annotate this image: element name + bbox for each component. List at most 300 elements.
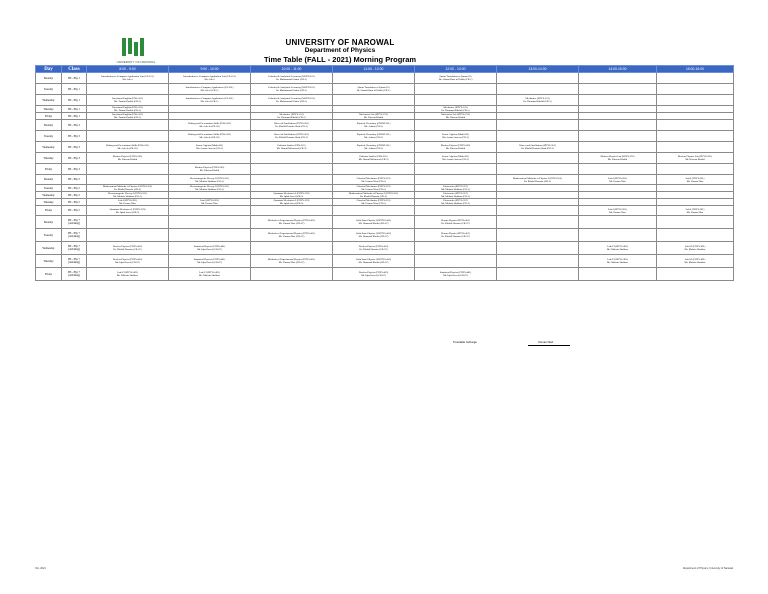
table-row xyxy=(36,229,734,242)
instructor-name: Mr. Iqbal Javed (CR-07) xyxy=(197,248,222,251)
course-cell xyxy=(87,206,169,216)
course-cell xyxy=(657,242,734,255)
course-name: Nuclear Physics (PHYS-453) xyxy=(112,245,143,248)
instructor-name: Dr. Khalid Hussain (CR-5) xyxy=(114,188,141,191)
day-cell: Tuesday xyxy=(36,229,62,242)
course-name: Lab-I (PHYS-391) xyxy=(685,207,705,211)
day-cell: Thursday xyxy=(36,199,62,206)
instructor-name: Mr. Hammad Khalid (CR-07) xyxy=(358,235,389,238)
course-name: Electromagnetic Theory-I (PHYS-351) xyxy=(189,176,230,180)
class-cell: BS - Phy 3 xyxy=(62,153,87,164)
instructor-name: Mr. Mohsin Shahbaz (CR-5) xyxy=(195,179,224,183)
course-name: Waves & Oscillations (PHYS-201) xyxy=(273,133,309,136)
course-cell xyxy=(579,216,657,229)
course-cell xyxy=(251,113,333,120)
course-cell xyxy=(579,192,657,199)
table-row xyxy=(36,84,734,95)
course-name: Writing and Presentation Skills (ENG-201) xyxy=(105,144,150,147)
instructor-name: Dr. Khalid Hussain Shah (CR-3) xyxy=(521,147,554,150)
table-row xyxy=(36,206,734,216)
course-cell xyxy=(657,142,734,153)
table-row xyxy=(36,73,734,84)
course-cell xyxy=(579,131,657,142)
timetable xyxy=(35,65,734,281)
course-cell xyxy=(657,153,734,164)
signature-line xyxy=(528,345,570,346)
instructor-name: Mr. Usman Niaz (CR-5) xyxy=(361,202,386,205)
course-cell xyxy=(251,153,333,164)
course-cell xyxy=(497,216,579,229)
class-cell: BS - Phy 3 xyxy=(62,131,87,142)
instructor-name: Ms. Amina Ameen (CR-3) xyxy=(442,136,469,139)
day-cell: Monday xyxy=(36,216,62,229)
day-cell: Wednesday xyxy=(36,242,62,255)
course-cell xyxy=(657,131,734,142)
day-cell: Monday xyxy=(36,175,62,185)
course-name: Functional English (ENG-101) xyxy=(112,113,143,116)
course-cell xyxy=(169,95,251,106)
course-cell xyxy=(169,106,251,113)
course-cell xyxy=(87,106,169,113)
instructor-name: Mr. Rizwan Khalid xyxy=(363,116,384,119)
course-cell xyxy=(333,206,415,216)
course-cell xyxy=(87,242,169,255)
course-name: Nuclear Physics (PHYS-453) xyxy=(358,245,389,248)
instructor-name: Mr. Usman Niaz xyxy=(201,202,218,205)
course-cell xyxy=(169,73,251,84)
slot-header: 13:00-14:00 xyxy=(497,66,579,73)
course-cell xyxy=(251,229,333,242)
course-name: Modern Physics Lab (PHYS-291) xyxy=(600,155,635,158)
instructor-name: Dr. Ahmad Raza ul Habib (CR-1) xyxy=(356,89,391,92)
class-cell: BS - Phy 5 xyxy=(62,185,87,192)
instructor-name: Dr. Khalid Hussain (CR-07) xyxy=(441,222,470,225)
course-name: Lab-VI (PHYS-491) xyxy=(117,271,138,274)
slot-header: 14:00-15:00 xyxy=(579,66,657,73)
table-row xyxy=(36,142,734,153)
instructor-name: Mr. Hammad Khalid (CR-07) xyxy=(358,222,389,225)
course-cell xyxy=(251,164,333,175)
footer-department: Department of Physics, University of Narowal xyxy=(682,567,733,570)
class-cell: BS - Phy 7 (Advising) xyxy=(62,229,87,242)
instructor-name: Mr. Adeel (CR-1) xyxy=(200,100,219,103)
course-cell xyxy=(87,229,169,242)
table-row xyxy=(36,113,734,120)
course-name: Classical Mechanics (PHYS-353) xyxy=(356,199,391,202)
day-cell: Friday xyxy=(36,164,62,175)
course-name: Linear Algebra (Math-201) xyxy=(441,133,470,136)
instructor-name: Mr. Hamid Mehmood (CR-3) xyxy=(358,158,389,161)
instructor-name: Mr. Mohsin Shahbaz xyxy=(607,261,628,264)
course-cell xyxy=(579,242,657,255)
instructor-name: Ms. Amina Ameen (CR-3) xyxy=(196,147,223,150)
course-cell xyxy=(415,192,497,199)
department-title: Department of Physics xyxy=(304,47,376,54)
instructor-name: Mr. Rizwan Khalid xyxy=(685,158,705,161)
instructor-name: Mr. Iqbal Javed (CR-07) xyxy=(361,274,386,277)
course-name: Modern Physics (PHYS-203) xyxy=(440,144,471,147)
course-cell xyxy=(415,216,497,229)
instructor-name: Mr. Mohsin Shahbaz xyxy=(199,274,220,277)
course-name: Waves and Oscillations (PHYS-201) xyxy=(519,144,556,147)
course-cell xyxy=(251,95,333,106)
instructor-name: Mr. Usman Niaz (CR-07) xyxy=(278,261,305,264)
instructor-name: Mr. Adeel (CR-1) xyxy=(200,89,219,92)
slot-header: 12:00 - 13:00 xyxy=(415,66,497,73)
course-cell xyxy=(657,164,734,175)
table-row xyxy=(36,255,734,268)
course-cell xyxy=(415,199,497,206)
slot-header: 9:00 - 10:00 xyxy=(169,66,251,73)
instructor-name: Mr. Mohsin Shahbaz xyxy=(117,274,138,277)
course-name: Lab-VI (PHYS-491) xyxy=(199,271,220,274)
slot-header: 10:00 - 11:00 xyxy=(251,66,333,73)
instructor-name: Dr. Khalid Hussain Shah (CR-3) xyxy=(275,136,308,139)
course-cell xyxy=(415,113,497,120)
day-cell: Thursday xyxy=(36,153,62,164)
course-name: Pakistan Studies (PKS-201) xyxy=(277,144,306,147)
table-row xyxy=(36,216,734,229)
course-name: Mechanics Lab (PHYS-191) xyxy=(359,113,388,116)
instructor-name: Dr. Khalid Hussain (CR-5) xyxy=(524,179,551,183)
course-cell xyxy=(251,216,333,229)
course-name: Linear Algebra (Math-201) xyxy=(441,155,470,158)
instructor-name: Mr. Rizwan Khalid xyxy=(445,116,466,119)
class-cell: BS - Phy 5 xyxy=(62,175,87,185)
course-name: Lab-VI (PHYS-491) xyxy=(684,258,706,261)
course-cell xyxy=(497,199,579,206)
course-name: Functional English (ENG-101) xyxy=(112,97,143,100)
instructor-name: Mr. Adeela (CR-03) xyxy=(117,147,138,150)
course-cell xyxy=(415,153,497,164)
course-cell xyxy=(87,142,169,153)
course-cell xyxy=(333,84,415,95)
course-cell xyxy=(251,199,333,206)
course-cell xyxy=(579,84,657,95)
instructor-name: Mr. Iqbal Javed (CR-07) xyxy=(443,274,468,277)
course-cell xyxy=(87,164,169,175)
course-cell xyxy=(169,229,251,242)
table-row xyxy=(36,95,734,106)
instructor-name: Dr. Hammad Khalid (CR-1) xyxy=(277,116,306,119)
course-name: Methods of Experimental Physics (PHYS-451) xyxy=(267,232,316,235)
instructor-name: Dr. Ahmad Raza ul Habib (CR-1) xyxy=(438,78,473,81)
course-name: Quantum Mechanics-I (PHYS-359) xyxy=(273,192,310,195)
instructor-name: Dr. Khalid Hussain (CR-07) xyxy=(441,235,470,238)
signature-name: Usman Niaz xyxy=(538,340,554,344)
course-cell xyxy=(415,175,497,185)
class-cell: BS - Phy 3 xyxy=(62,142,87,153)
class-cell: BS - Phy 1 xyxy=(62,95,87,106)
class-cell: BS - Phy 1 xyxy=(62,84,87,95)
course-cell xyxy=(415,255,497,268)
instructor-name: Mr. Usman Niaz (CR-07) xyxy=(278,235,305,238)
course-name: Modern Physics (PHYS-203) xyxy=(194,166,225,169)
course-name: Electromagnetic Theory-I (PHYS-351) xyxy=(107,192,148,195)
course-name: Solid State Physics (S2PHYS-455) xyxy=(355,219,392,222)
course-cell xyxy=(657,268,734,281)
day-cell: Tuesday xyxy=(36,131,62,142)
table-row xyxy=(36,268,734,281)
course-name: Calculus & Analytical Geometry (MATH-101) xyxy=(268,97,315,100)
instructor-name: Mr. Hamid Mehmood (CR-3) xyxy=(276,147,307,150)
course-name: Mechanics (PHYS-101) xyxy=(443,106,468,109)
instructor-name: Ms. Tasmia Rashid (CR-1) xyxy=(114,109,141,112)
course-cell xyxy=(87,95,169,106)
class-cell: BS - Phy 7 (Advising) xyxy=(62,268,87,281)
course-name: Classical Mechanics (PHYS-353) xyxy=(356,185,391,188)
course-cell xyxy=(169,255,251,268)
table-row xyxy=(36,131,734,142)
instructor-name: Mr. Mohsin Shahbaz (CR-5) xyxy=(195,188,224,191)
course-name: Lab-I (PHYS-391) xyxy=(608,176,627,180)
course-cell xyxy=(415,185,497,192)
course-cell xyxy=(169,206,251,216)
course-name: Physical Chemistry (CHEM-201) xyxy=(356,144,391,147)
course-name: Calculus & Analytical Geometry (MATH-101) xyxy=(268,75,315,78)
course-cell xyxy=(251,84,333,95)
instructor-name: Dr. Muhammad Ghafar (CR-1) xyxy=(275,89,308,92)
instructor-name: Mr. Usman Niaz xyxy=(686,179,704,183)
course-cell xyxy=(657,106,734,113)
instructor-name: Mr. Iqbal Javed (CR-07) xyxy=(115,261,140,264)
course-cell xyxy=(497,142,579,153)
course-cell xyxy=(251,185,333,192)
day-cell: Friday xyxy=(36,268,62,281)
course-name: Lab-I (PHYS-391) xyxy=(685,176,705,180)
instructor-name: Mr. Mohsin Shahbaz (CR-5) xyxy=(441,188,470,191)
instructor-name: Dr. Muhammad Ghafar (CR-1) xyxy=(275,78,308,81)
course-cell xyxy=(579,106,657,113)
course-cell xyxy=(497,73,579,84)
course-cell xyxy=(251,255,333,268)
course-name: Lab-I (PHYS-391) xyxy=(608,207,627,211)
course-cell xyxy=(415,84,497,95)
course-name: Waves & Oscillations (PHYS-201) xyxy=(273,122,309,125)
course-name: Statistical Physics (PHYS-461) xyxy=(439,271,472,274)
course-cell xyxy=(497,229,579,242)
instructor-name: Mr. Adnan (CR-3) xyxy=(364,136,383,139)
course-name: Quran Translation of Quran-01) xyxy=(439,75,472,78)
course-cell xyxy=(333,255,415,268)
course-cell xyxy=(497,268,579,281)
course-cell xyxy=(87,120,169,131)
course-cell xyxy=(657,175,734,185)
table-row xyxy=(36,120,734,131)
instructor-name: Mr. Usman Niaz (CR-5) xyxy=(361,179,386,183)
table-row xyxy=(36,192,734,199)
course-name: Quantum Mechanics-I (PHYS-359) xyxy=(273,199,310,202)
course-name: Electromagnetic Theory-I (PHYS-351) xyxy=(189,185,230,188)
slot-header: 11:00 - 12:00 xyxy=(333,66,415,73)
signature-label: Timetable Incharge xyxy=(453,340,477,344)
course-cell xyxy=(169,84,251,95)
table-row xyxy=(36,106,734,113)
instructor-name: Dr. Hammad Khalid (CR-1) xyxy=(523,100,552,103)
course-cell xyxy=(87,255,169,268)
course-cell xyxy=(497,131,579,142)
course-cell xyxy=(579,153,657,164)
instructor-name: Dr. Khalid Hussain (CR-5) xyxy=(360,195,387,198)
course-cell xyxy=(333,185,415,192)
course-cell xyxy=(415,73,497,84)
course-name: Introduction to Computer Application Lab (CS-101) xyxy=(101,75,154,78)
course-cell xyxy=(333,120,415,131)
course-cell xyxy=(579,185,657,192)
course-cell xyxy=(579,199,657,206)
course-cell xyxy=(251,142,333,153)
course-cell xyxy=(579,255,657,268)
day-cell: Tuesday xyxy=(36,84,62,95)
instructor-name: Mr. Adeel xyxy=(204,78,215,81)
course-cell xyxy=(87,113,169,120)
course-name: Lab-VI (PHYS-491) xyxy=(684,245,706,248)
class-cell: BS - Phy 1 xyxy=(62,73,87,84)
instructor-name: Mr. Usman Niaz xyxy=(609,210,626,214)
course-cell xyxy=(579,206,657,216)
course-name: Introduction to Computer Application Lab (CS-101) xyxy=(183,75,236,78)
instructor-name: Dr. Khalid Hussain Shah (CR-3) xyxy=(275,125,308,128)
instructor-name: Mr. Mohsin Shahbaz (CR-5) xyxy=(441,202,470,205)
class-cell: BS - Phy 5 xyxy=(62,206,87,216)
class-cell: BS - Phy 3 xyxy=(62,120,87,131)
course-name: Quantum Mechanics-I (PHYS-359) xyxy=(109,207,146,211)
table-row xyxy=(36,242,734,255)
course-cell xyxy=(169,242,251,255)
class-cell: BS - Phy 5 xyxy=(62,199,87,206)
course-cell xyxy=(333,268,415,281)
course-cell xyxy=(251,73,333,84)
class-cell: BS - Phy 7 (Advising) xyxy=(62,255,87,268)
instructor-name: Mr. Mohsin Shahbaz xyxy=(684,261,706,264)
course-name: Lab-I (PHYS-391) xyxy=(200,199,219,202)
instructor-name: Mr. Usman Niaz (CR-5) xyxy=(361,188,386,191)
header-row xyxy=(36,66,734,73)
instructor-name: Mr. Adnan (CR-3) xyxy=(364,125,383,128)
course-cell xyxy=(87,175,169,185)
course-name: Calculus & Analytical Geometry (MATH-101) xyxy=(268,86,315,89)
course-name: Statistical Physics (PHYS-461) xyxy=(193,258,226,261)
course-cell xyxy=(333,199,415,206)
instructor-name: Mr. Iqbal Javed (CR-5) xyxy=(115,210,140,214)
timetable-title: Time Table (FALL - 2021) Morning Program xyxy=(263,55,417,64)
course-cell xyxy=(497,106,579,113)
instructor-name: Ms. Tasmia Rashid (CR-1) xyxy=(114,100,141,103)
course-cell xyxy=(415,206,497,216)
course-name: Writing and Presentation Skills (ENG-201) xyxy=(187,133,232,136)
course-cell xyxy=(333,216,415,229)
course-cell xyxy=(87,216,169,229)
instructor-name: Mr. Mohsin Shahbaz (CR-5) xyxy=(113,195,142,198)
course-cell xyxy=(251,192,333,199)
course-cell xyxy=(333,175,415,185)
course-cell xyxy=(415,268,497,281)
course-name: Mechanics (PHYS-101) xyxy=(279,113,304,116)
day-cell: Thursday xyxy=(36,106,62,113)
course-cell xyxy=(333,113,415,120)
instructor-name: Mr. Usman Niaz (CR-07) xyxy=(278,222,305,225)
course-name: Mechanics (PHYS-101) xyxy=(525,97,550,100)
footer-date: Oct, 2021 xyxy=(35,567,46,570)
course-cell xyxy=(251,268,333,281)
course-cell xyxy=(657,255,734,268)
course-cell xyxy=(657,84,734,95)
course-cell xyxy=(87,84,169,95)
class-cell: BS - Phy 1 xyxy=(62,106,87,113)
course-cell xyxy=(579,164,657,175)
course-cell xyxy=(87,192,169,199)
instructor-name: Mr. Hammad Khalid (CR-07) xyxy=(358,261,389,264)
instructor-name: Mr. Rizwan Khalid xyxy=(445,147,466,150)
course-name: Electronics (PHYS-357) xyxy=(443,192,468,195)
course-cell xyxy=(169,142,251,153)
table-row xyxy=(36,175,734,185)
course-cell xyxy=(579,95,657,106)
course-cell xyxy=(657,73,734,84)
instructor-name: Dr. Muhammad Ghafar (CR-1) xyxy=(275,100,308,103)
course-name: Solid State Physics (S2PHYS-455) xyxy=(355,258,392,261)
course-cell xyxy=(579,175,657,185)
course-name: Solid State Physics (S2PHYS-455) xyxy=(355,232,392,235)
table-row xyxy=(36,199,734,206)
course-name: Physical Chemistry (CHEM-201) xyxy=(356,133,391,136)
instructor-name: Mr. Adeela (CR-03) xyxy=(199,125,220,128)
course-name: Modern Physics Lab (PHYS-291) xyxy=(678,155,712,158)
course-cell xyxy=(657,206,734,216)
course-cell xyxy=(87,73,169,84)
course-cell xyxy=(333,73,415,84)
course-cell xyxy=(657,95,734,106)
instructor-name: Mr. Adeel xyxy=(122,78,133,81)
course-cell xyxy=(333,153,415,164)
instructor-name: Dr. Khalid Hussain (CR-07) xyxy=(113,248,142,251)
class-cell: BS - Phy 1 xyxy=(62,113,87,120)
course-cell xyxy=(333,242,415,255)
course-cell xyxy=(169,120,251,131)
course-name: Introduction to Computer Application (CS-101) xyxy=(185,86,234,89)
course-cell xyxy=(497,120,579,131)
course-name: Pakistan Studies (PKS-201) xyxy=(359,155,388,158)
course-name: Plasma Physics (PHYS-451) xyxy=(441,219,470,222)
class-cell: BS - Phy 5 xyxy=(62,192,87,199)
course-cell xyxy=(251,106,333,113)
instructor-name: Mr. Usman Niaz xyxy=(686,210,704,214)
instructor-name: Mr. Adnan (CR-3) xyxy=(364,147,383,150)
course-cell xyxy=(87,199,169,206)
instructor-name: Ms. Tasmia Rashid (CR-1) xyxy=(114,116,141,119)
course-name: Introduction to Computer Application (CS-101) xyxy=(185,97,234,100)
course-cell xyxy=(333,229,415,242)
course-cell xyxy=(415,164,497,175)
course-cell xyxy=(169,113,251,120)
course-cell xyxy=(497,153,579,164)
course-cell xyxy=(169,153,251,164)
day-cell: Wednesday xyxy=(36,192,62,199)
course-cell xyxy=(415,120,497,131)
course-cell xyxy=(497,113,579,120)
course-cell xyxy=(251,120,333,131)
course-name: Methods of Experimental Physics (PHYS-451) xyxy=(267,258,316,261)
slot-header: 8:00 - 9:00 xyxy=(87,66,169,73)
course-cell xyxy=(497,164,579,175)
course-name: Modern Physics (PHYS-203) xyxy=(112,155,143,158)
course-cell xyxy=(333,142,415,153)
course-name: Electronics (PHYS-357) xyxy=(443,199,468,202)
class-cell: BS - Phy 7 (Advising) xyxy=(62,242,87,255)
instructor-name: Mr. Iqbal Javed (CR-07) xyxy=(197,261,222,264)
instructor-name: Mr. Rizwan Khalid xyxy=(117,158,138,161)
instructor-name: Mr. Usman Niaz xyxy=(609,179,626,183)
